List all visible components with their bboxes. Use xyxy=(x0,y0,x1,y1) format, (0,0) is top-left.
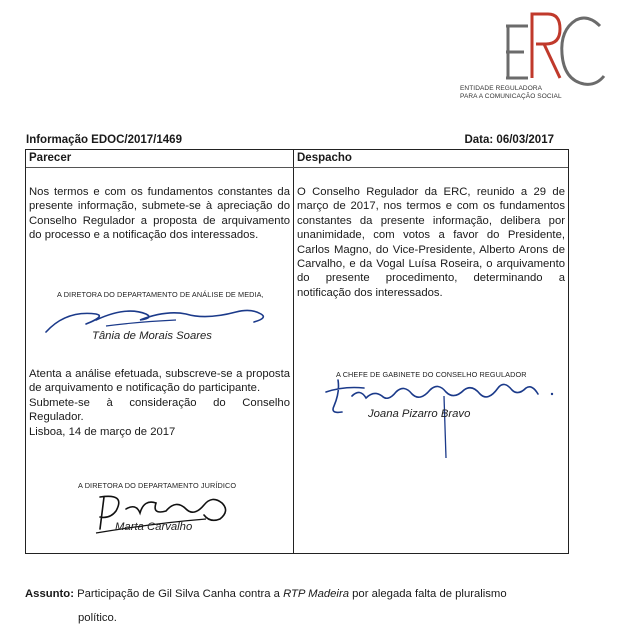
endorsement-line1: Atenta a análise efetuada, subscreve-se a proposta de arquivamento e notificação do participante. xyxy=(29,368,290,395)
info-date: Data: 06/03/2017 xyxy=(464,134,554,146)
signer3-name: Joana Pizarro Bravo xyxy=(368,408,471,420)
despacho-text: O Conselho Regulador da ERC, reunido a 29 de março de 2017, nos termos e com os fundamentos constantes da presente informação, delibera por unanimidade, com votos a favor do Presidente, Carlos Magno, do Vice-Presidente, Alberto Arons de Carvalho, e da Vogal Luísa Roseira, o arquivamento do presente procedimento, determinando a notificação dos interessados. xyxy=(297,186,565,299)
assunto-section xyxy=(25,582,585,630)
parecer-heading: Parecer xyxy=(29,152,72,164)
document-info-row xyxy=(26,134,554,150)
erc-logo-mark xyxy=(498,12,608,92)
assunto-text-before: Participação de Gil Silva Canha contra a xyxy=(77,588,280,600)
signer3-role: A CHEFE DE GABINETE DO CONSELHO REGULADOR xyxy=(336,370,527,379)
column-divider xyxy=(293,150,294,553)
logo-subtitle-line1: ENTIDADE REGULADORA xyxy=(460,85,543,92)
signer2-name: Marta Carvalho xyxy=(115,521,193,533)
parecer-despacho-table xyxy=(25,149,569,554)
logo-subtitle xyxy=(460,85,610,100)
assunto-label: Assunto: xyxy=(25,588,74,600)
endorsement-line2: Submete-se à consideração do Conselho Regulador. xyxy=(29,396,290,424)
assunto-text-after: por alegada falta de pluralismo xyxy=(352,588,507,600)
signer1-role: A DIRETORA DO DEPARTAMENTO DE ANÁLISE DE MEDIA, xyxy=(57,290,264,299)
header-divider xyxy=(26,167,568,168)
info-reference: Informação EDOC/2017/1469 xyxy=(26,134,182,146)
signer1-name: Tânia de Morais Soares xyxy=(92,330,212,342)
parecer-endorsement xyxy=(29,367,290,439)
assunto-text-line2: político. xyxy=(78,612,117,624)
despacho-heading: Despacho xyxy=(297,152,352,164)
assunto-entity: RTP Madeira xyxy=(283,588,349,600)
logo-subtitle-line2: PARA A COMUNICAÇÃO SOCIAL xyxy=(460,92,562,100)
parecer-text: Nos termos e com os fundamentos constantes da presente informação, submete-se à apreciação do Conselho Regulador a proposta de arquivamento do processo e a notificação dos interessados. xyxy=(29,186,290,242)
signer2-role: A DIRETORA DO DEPARTAMENTO JURÍDICO xyxy=(78,481,237,490)
endorsement-date: Lisboa, 14 de março de 2017 xyxy=(29,425,176,438)
